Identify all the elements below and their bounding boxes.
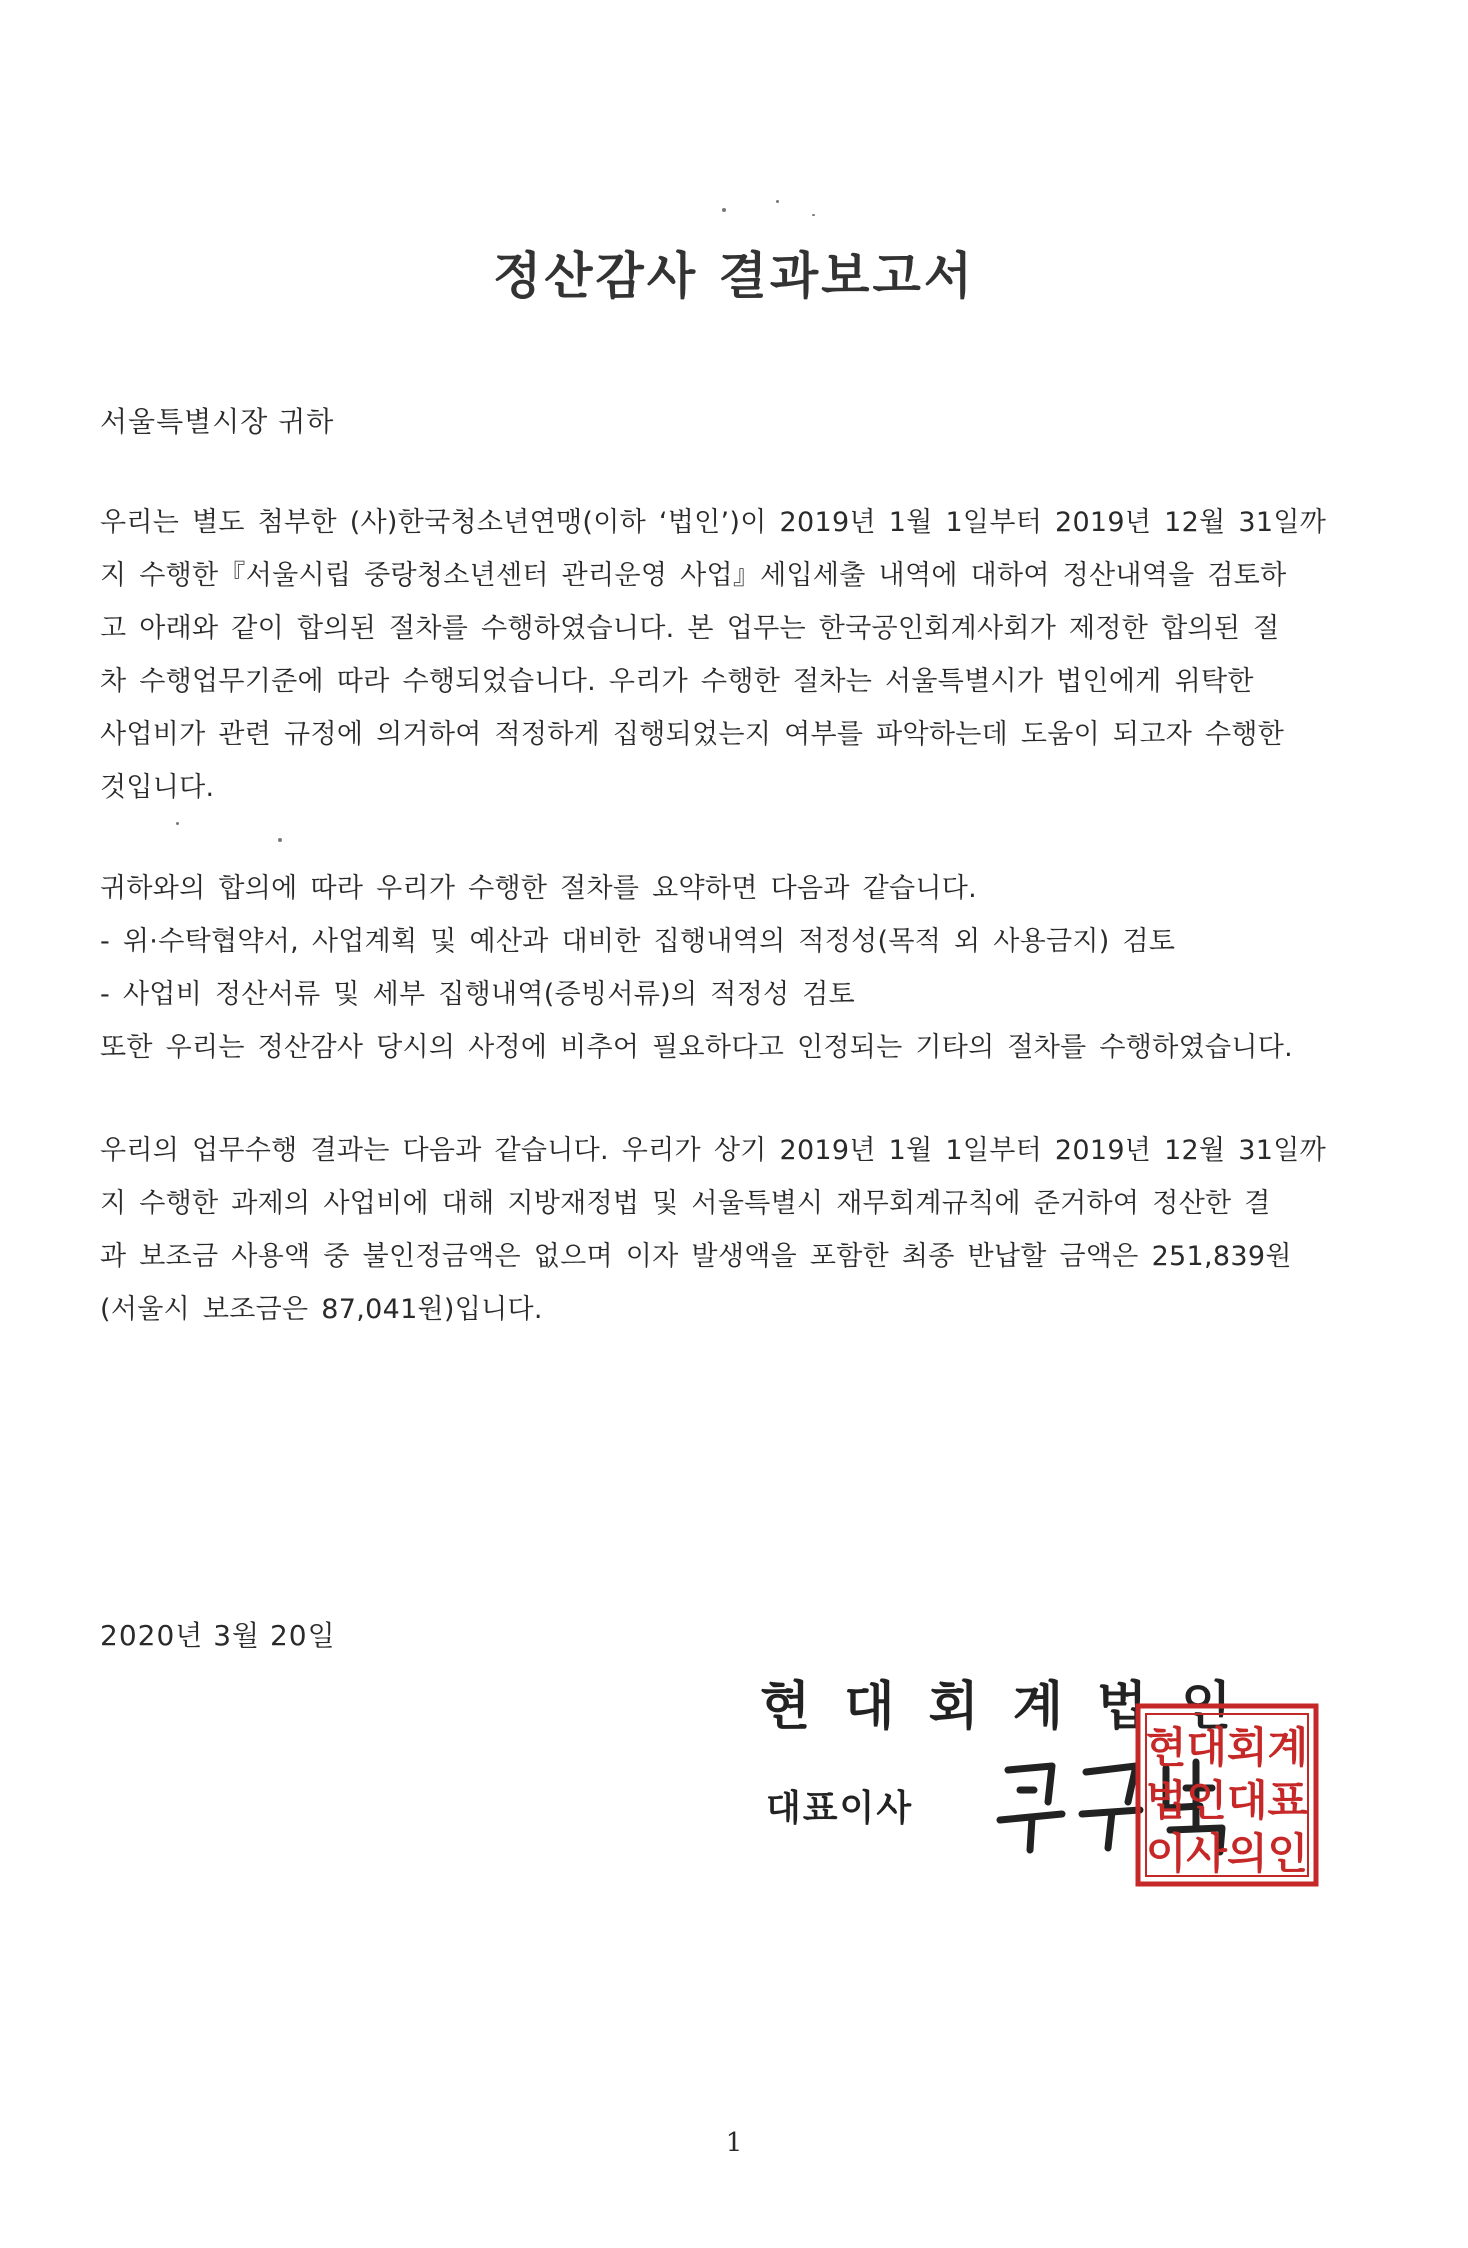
paragraph-scope — [100, 496, 1362, 814]
paragraph-line: 고 아래와 같이 합의된 절차를 수행하였습니다. 본 업무는 한국공인회계사회가 제정한 합의된 절 — [100, 613, 1280, 644]
scan-speck — [176, 822, 179, 825]
paragraph-line: 과 보조금 사용액 중 불인정금액은 없으며 이자 발생액을 포함한 최종 반납할 금액은 251,839원 — [100, 1241, 1292, 1272]
paragraph-procedures — [100, 862, 1362, 1074]
procedure-item: - 위·수탁협약서, 사업계획 및 예산과 대비한 집행내역의 적정성(목적 외 사용금지) 검토 — [100, 926, 1176, 957]
paragraph-line: (서울시 보조금은 87,041원)입니다. — [100, 1294, 543, 1325]
paragraph-line: 귀하와의 합의에 따라 우리가 수행한 절차를 요약하면 다음과 같습니다. — [100, 873, 978, 904]
paragraph-line: 우리의 업무수행 결과는 다음과 같습니다. 우리가 상기 2019년 1월 1일부터 2019년 12월 31일까 — [100, 1135, 1327, 1166]
scan-speck — [776, 200, 779, 203]
representative-title: 대표이사 — [766, 1788, 914, 1829]
addressee: 서울특별시장 귀하 — [100, 405, 335, 438]
scan-speck — [722, 208, 726, 212]
firm-name: 현대회계법인 — [760, 1677, 1266, 1737]
seal-text-line: 이사의인 — [1145, 1829, 1309, 1878]
paragraph-line: 사업비가 관련 규정에 의거하여 적정하게 집행되었는지 여부를 파악하는데 도움이 되고자 수행한 — [100, 719, 1285, 750]
corporate-seal — [1132, 1700, 1322, 1890]
paragraph-line: 지 수행한『서울시립 중랑청소년센터 관리운영 사업』세입세출 내역에 대하여 정산내역을 검토하 — [100, 560, 1287, 591]
paragraph-line: 우리는 별도 첨부한 (사)한국청소년연맹(이하 ‘법인’)이 2019년 1월 1일부터 2019년 12월 31일까 — [100, 507, 1327, 538]
scan-speck — [812, 214, 815, 216]
page-number: 1 — [725, 2128, 743, 2158]
paragraph-line: 지 수행한 과제의 사업비에 대해 지방재정법 및 서울특별시 재무회계규칙에 준거하여 정산한 결 — [100, 1188, 1271, 1219]
paragraph-line: 차 수행업무기준에 따라 수행되었습니다. 우리가 수행한 절차는 서울특별시가 법인에게 위탁한 — [100, 666, 1254, 697]
seal-text-line: 법인대표 — [1145, 1776, 1309, 1825]
paragraph-line: 것입니다. — [100, 772, 215, 803]
paragraph-results — [100, 1124, 1362, 1336]
seal-text-line: 현대회계 — [1145, 1723, 1309, 1772]
scan-speck — [278, 838, 282, 842]
report-date: 2020년 3월 20일 — [100, 1619, 336, 1652]
procedure-item: - 사업비 정산서류 및 세부 집행내역(증빙서류)의 적정성 검토 — [100, 979, 856, 1010]
paragraph-line: 또한 우리는 정산감사 당시의 사정에 비추어 필요하다고 인정되는 기타의 절차를 수행하였습니다. — [100, 1032, 1293, 1063]
document-title: 정산감사 결과보고서 — [492, 247, 976, 305]
